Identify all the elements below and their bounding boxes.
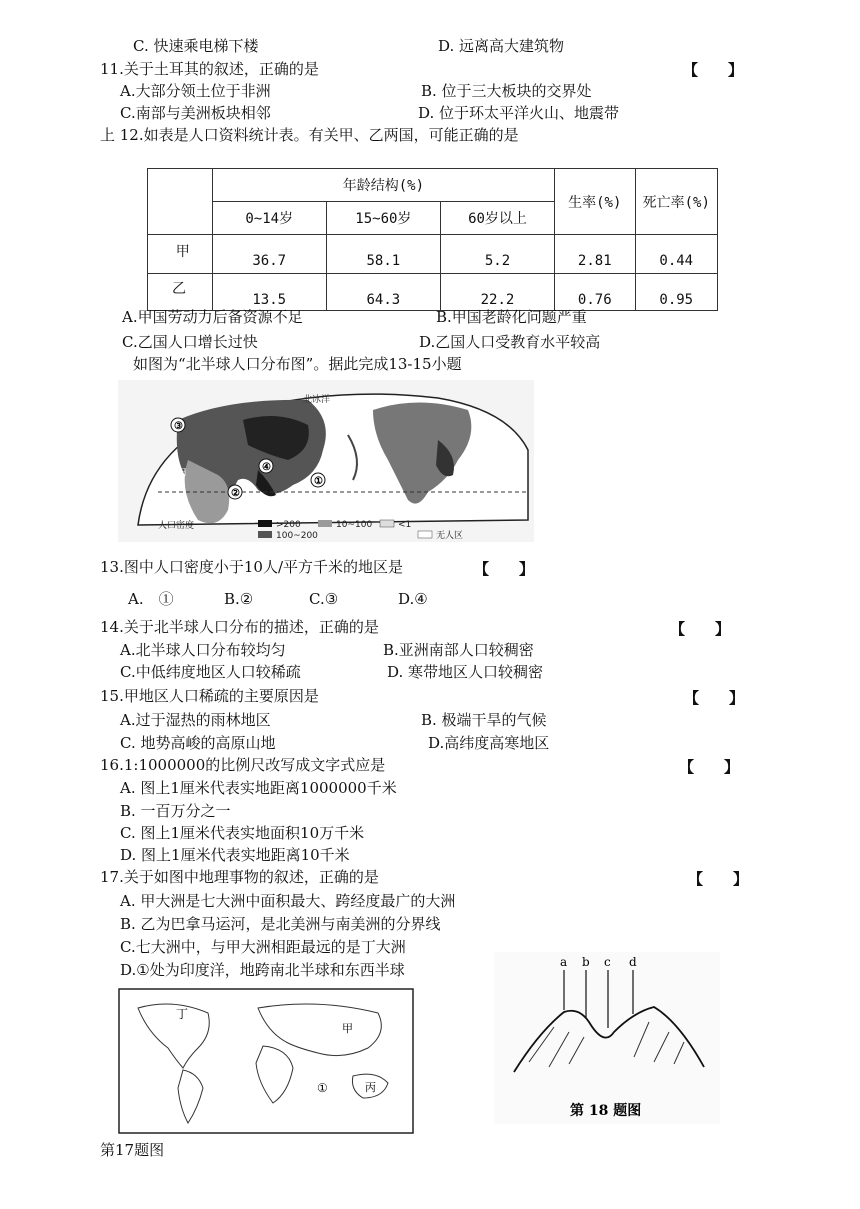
map-marker-3: ③ [174,421,183,432]
table-cell: 0.95 [635,274,718,311]
q15-answer-bracket: 【 】 [684,689,745,707]
q18-mountain-figure [494,952,720,1124]
q16-answer-bracket: 【 】 [679,758,740,776]
map-intro: 如图为“北半球人口分布图”。据此完成13-15小题 [133,355,462,373]
table-cell: 58.1 [326,235,440,274]
q10-option-c: C. 快速乘电梯下楼 [133,37,259,55]
q15-stem: 15.甲地区人口稀疏的主要原因是 [100,687,319,705]
q15-option-c: C. 地势高峻的高原山地 [120,734,276,752]
q17-option-b: B. 乙为巴拿马运河，是北美洲与南美洲的分界线 [120,915,441,933]
fig18-letter-d: d [629,955,637,969]
table-row [148,274,718,311]
q15-option-a: A.过于湿热的雨林地区 [120,711,271,729]
q11-answer-bracket: 【 】 [683,61,744,79]
q13-option-b: B.② [224,590,254,608]
q12-option-c: C.乙国人口增长过快 [122,333,258,351]
q10-option-d: D. 远离高大建筑物 [438,37,565,55]
q14-option-b: B.亚洲南部人口较稠密 [383,641,534,659]
map17-label-jia: 甲 [342,1022,353,1035]
age-group-header: 15~60岁 [326,202,440,235]
q14-stem: 14.关于北半球人口分布的描述，正确的是 [100,618,379,636]
q16-stem: 16.1:1000000的比例尺改写成文字式应是 [100,756,386,774]
row-label: 乙 [148,274,213,311]
q11-option-a: A.大部分领土位于非洲 [120,82,271,100]
row-label: 甲 [148,235,213,274]
q17-stem: 17.关于如图中地理事物的叙述，正确的是 [100,868,379,886]
table-row [148,235,718,274]
map-marker-2: ② [231,488,240,499]
legend-item: 10~100 [336,520,373,530]
legend-item: 无人区 [436,531,464,541]
age-structure-header: 年龄结构(%) [212,169,554,202]
map-marker-4: ④ [262,462,271,473]
q11-stem: 11.关于土耳其的叙述，正确的是 [100,60,319,78]
q11-option-b: B. 位于三大板块的交界处 [421,82,592,100]
fig18-letter-a: a [560,955,568,969]
q13-stem: 13.图中人口密度小于10人/平方千米的地区是 [100,558,403,576]
table-cell: 0.44 [635,235,718,274]
table-cell: 36.7 [212,235,326,274]
q17-option-d: D.①处为印度洋，地跨南北半球和东西半球 [120,961,405,979]
q16-option-c: C. 图上1厘米代表实地面积10万千米 [120,824,365,842]
birth-rate-header: 生率(%) [555,169,635,235]
q16-option-b: B. 一百万分之一 [120,802,231,820]
q11-option-d: D. 位于环太平洋火山、地震带 [418,104,620,122]
age-group-header: 0~14岁 [212,202,326,235]
q11-option-c: C.南部与美洲板块相邻 [120,104,271,122]
q14-option-c: C.中低纬度地区人口较稀疏 [120,663,301,681]
population-map-figure [118,380,534,542]
q17-option-a: A. 甲大洲是七大洲中面积最大、跨经度最广的大洲 [120,892,456,910]
fig18-letter-b: b [582,955,590,969]
q12-option-b: B.甲国老龄化问题严重 [436,308,587,326]
map17-label-ding: 丁 [176,1007,189,1021]
q12-option-d: D.乙国人口受教育水平较高 [419,333,601,351]
q17-figure-caption: 第17题图 [100,1141,165,1159]
map17-label-one: ① [317,1081,328,1095]
population-table [147,168,718,311]
table-cell: 0.76 [555,274,635,311]
fig18-caption: 第 18 题图 [570,1103,642,1119]
map-marker-1: ① [314,476,323,487]
q13-option-d: D.④ [398,590,428,608]
table-cell: 13.5 [212,274,326,311]
table-cell: 2.81 [555,235,635,274]
world-map-figure [118,988,414,1134]
legend-title: 人口密度 [158,521,195,531]
death-rate-header: 死亡率(%) [635,169,718,235]
table-cell: 22.2 [440,274,554,311]
q13-option-c: C.③ [309,590,339,608]
legend-item: >200 [276,520,301,530]
map17-label-bing: 丙 [365,1081,376,1094]
q14-option-d: D. 寒带地区人口较稠密 [387,663,544,681]
map-region-jia: 甲 [175,467,188,481]
map-sea-label: 北冰洋 [303,395,331,405]
q12-option-a: A.甲国劳动力后备资源不足 [122,308,303,326]
table-cell: 64.3 [326,274,440,311]
q16-option-d: D. 图上1厘米代表实地距离10千米 [120,846,350,864]
q17-answer-bracket: 【 】 [688,870,749,888]
q15-option-b: B. 极端干旱的气候 [421,711,547,729]
fig18-letter-c: c [604,955,611,969]
table-corner-cell [148,169,213,235]
q15-option-d: D.高纬度高寒地区 [428,734,550,752]
q13-option-a: A. ① [128,590,174,608]
q16-option-a: A. 图上1厘米代表实地距离1000000千米 [120,779,397,797]
table-cell: 5.2 [440,235,554,274]
q14-answer-bracket: 【 】 [670,620,731,638]
q14-option-a: A.北半球人口分布较均匀 [120,641,286,659]
q13-answer-bracket: 【 】 [474,560,535,578]
age-group-header: 60岁以上 [440,202,554,235]
legend-item: <1 [398,520,412,530]
q17-option-c: C.七大洲中，与甲大洲相距最远的是丁大洲 [120,938,406,956]
legend-item: 100~200 [276,531,318,541]
q12-stem: 上 12.如表是人口资料统计表。有关甲、乙两国，可能正确的是 [100,126,519,144]
